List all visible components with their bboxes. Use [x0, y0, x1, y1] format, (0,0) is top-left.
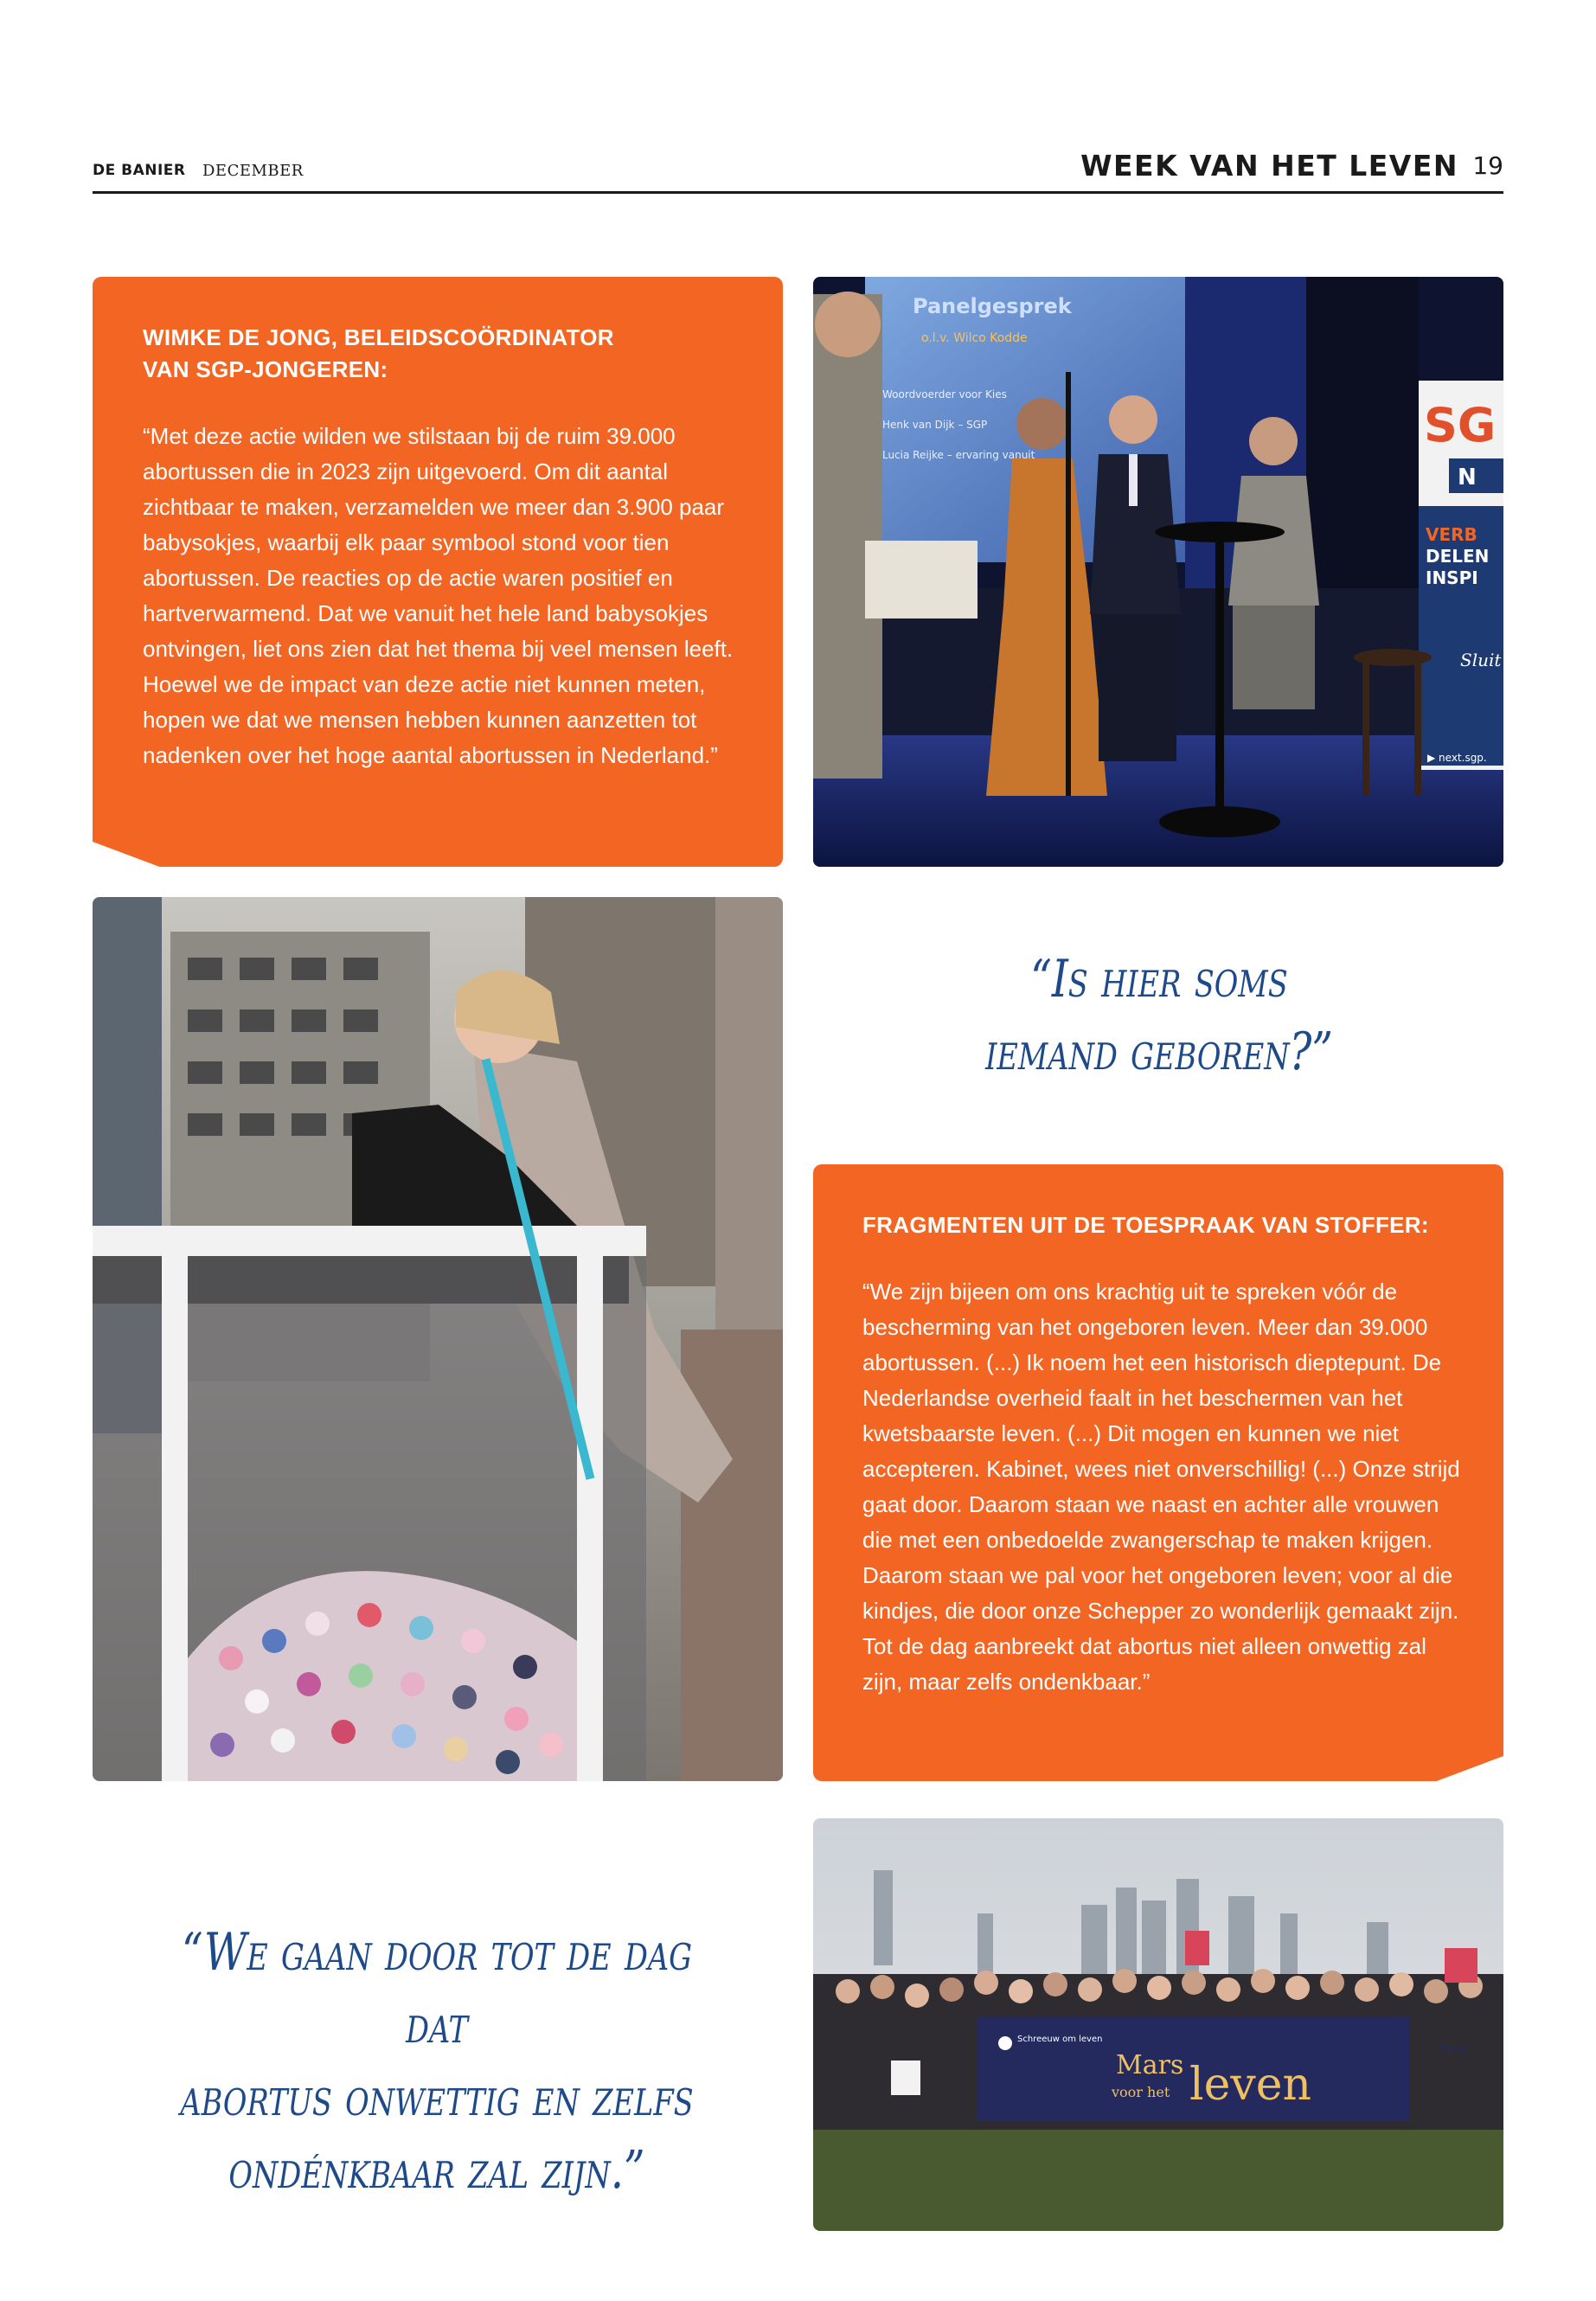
screen-title: Panelgesprek — [913, 294, 1072, 318]
section-title: WEEK VAN HET LEVEN — [1080, 149, 1458, 183]
babysocks-action-photo — [93, 897, 783, 1781]
march-for-life-photo — [813, 1818, 1503, 2231]
babysocks-image — [93, 897, 783, 1781]
publication-name: DE BANIER — [93, 162, 186, 179]
screen-line: Woordvoerder voor Kies — [882, 388, 1007, 401]
banner-text: DELEN — [1426, 546, 1490, 567]
pull-quote-born — [917, 943, 1401, 1088]
banner-badge: N — [1458, 465, 1477, 490]
pull-quote-onwettig — [160, 1916, 714, 2207]
quote-box-wimke-de-jong — [93, 277, 783, 867]
quote-box-body: “Met deze actie wilden we stilstaan bij de ruim 39.000 abortussen die in 2023 zijn uitgevoerd. Om dit aantal zichtbaar te maken, verzamelden we meer dan 3.900 paar babysokjes, waarbij elk paar symbool stond voor tien abortussen. De reacties op de actie waren positief en hartverwarmend. Dat we vanuit het hele land babysokjes ontvingen, liet ons zien dat het thema bij veel mensen leeft. Hoewel we de impact van deze actie niet kunnen meten, hopen we dat we mensen hebben kunnen aanzetten tot nadenken over het hoge aantal abortussen in Nederland.” — [143, 423, 734, 768]
banner-script: Sluit — [1460, 650, 1502, 670]
pull-quote-line: “We gaan door tot de dag dat — [181, 1922, 693, 2055]
march-banner-org: Schreeuw om leven — [1017, 2035, 1103, 2044]
march-sign: Hoop — [1440, 2042, 1468, 2054]
panel-discussion-image — [813, 277, 1503, 867]
march-banner-mars: Mars — [1116, 2050, 1184, 2080]
march-banner-voor: voor het — [1112, 2084, 1170, 2100]
pull-quote-line: ondénkbaar zal zijn.” — [228, 2140, 645, 2201]
panel-discussion-photo — [813, 277, 1503, 867]
heading-line: WIMKE DE JONG, BELEIDSCOÖRDINATOR — [143, 324, 614, 350]
pull-quote-line: abortus onwettig en zelfs — [180, 2067, 694, 2128]
quote-box-heading: FRAGMENTEN UIT DE TOESPRAAK VAN STOFFER: — [862, 1212, 1429, 1238]
pull-quote-line: iemand geboren?” — [985, 1022, 1333, 1082]
quote-box-heading — [143, 322, 748, 386]
banner-text: INSPI — [1426, 567, 1478, 588]
page-header — [93, 145, 1503, 194]
march-banner-leven: leven — [1189, 2059, 1312, 2111]
screen-line: Henk van Dijk – SGP — [882, 419, 988, 431]
banner-logo: SG — [1424, 398, 1497, 452]
march-image — [813, 1818, 1503, 2231]
screen-subtitle: o.l.v. Wilco Kodde — [921, 331, 1028, 345]
issue-month: DECEMBER — [202, 162, 304, 180]
quote-box-body: “We zijn bijeen om ons krachtig uit te spreken vóór de bescherming van het ongeboren leven. Meer dan 39.000 abortussen. (...) Ik noem het een historisch dieptepunt. De Nederlandse overheid faalt in het beschermen van het kwetsbaarste leven. (...) Dit mogen en kunnen we niet accepteren. Kabinet, wees niet onverschillig! (...) Onze strijd gaat door. Daarom staan we naast en achter alle vrouwen die met een onbedoelde zwangerschap te maken krijgen. Daarom staan we pal voor het ongeboren leven; voor al die kindjes, die door onze Schepper zo wonderlijk gemaakt zijn. Tot de dag aanbreekt dat abortus niet alleen onwettig zal zijn, maar zelfs ondenkbaar.” — [862, 1279, 1460, 1695]
banner-url: ▶ next.sgp. — [1427, 752, 1487, 764]
heading-line: VAN SGP-JONGEREN: — [143, 356, 388, 382]
page-number: 19 — [1472, 151, 1503, 180]
quote-box-stoffer — [813, 1164, 1503, 1781]
pull-quote-line: “Is hier soms — [1030, 949, 1288, 1009]
screen-line: Lucia Reijke – ervaring vanuit — [882, 449, 1035, 461]
banner-text: VERB — [1426, 524, 1477, 545]
